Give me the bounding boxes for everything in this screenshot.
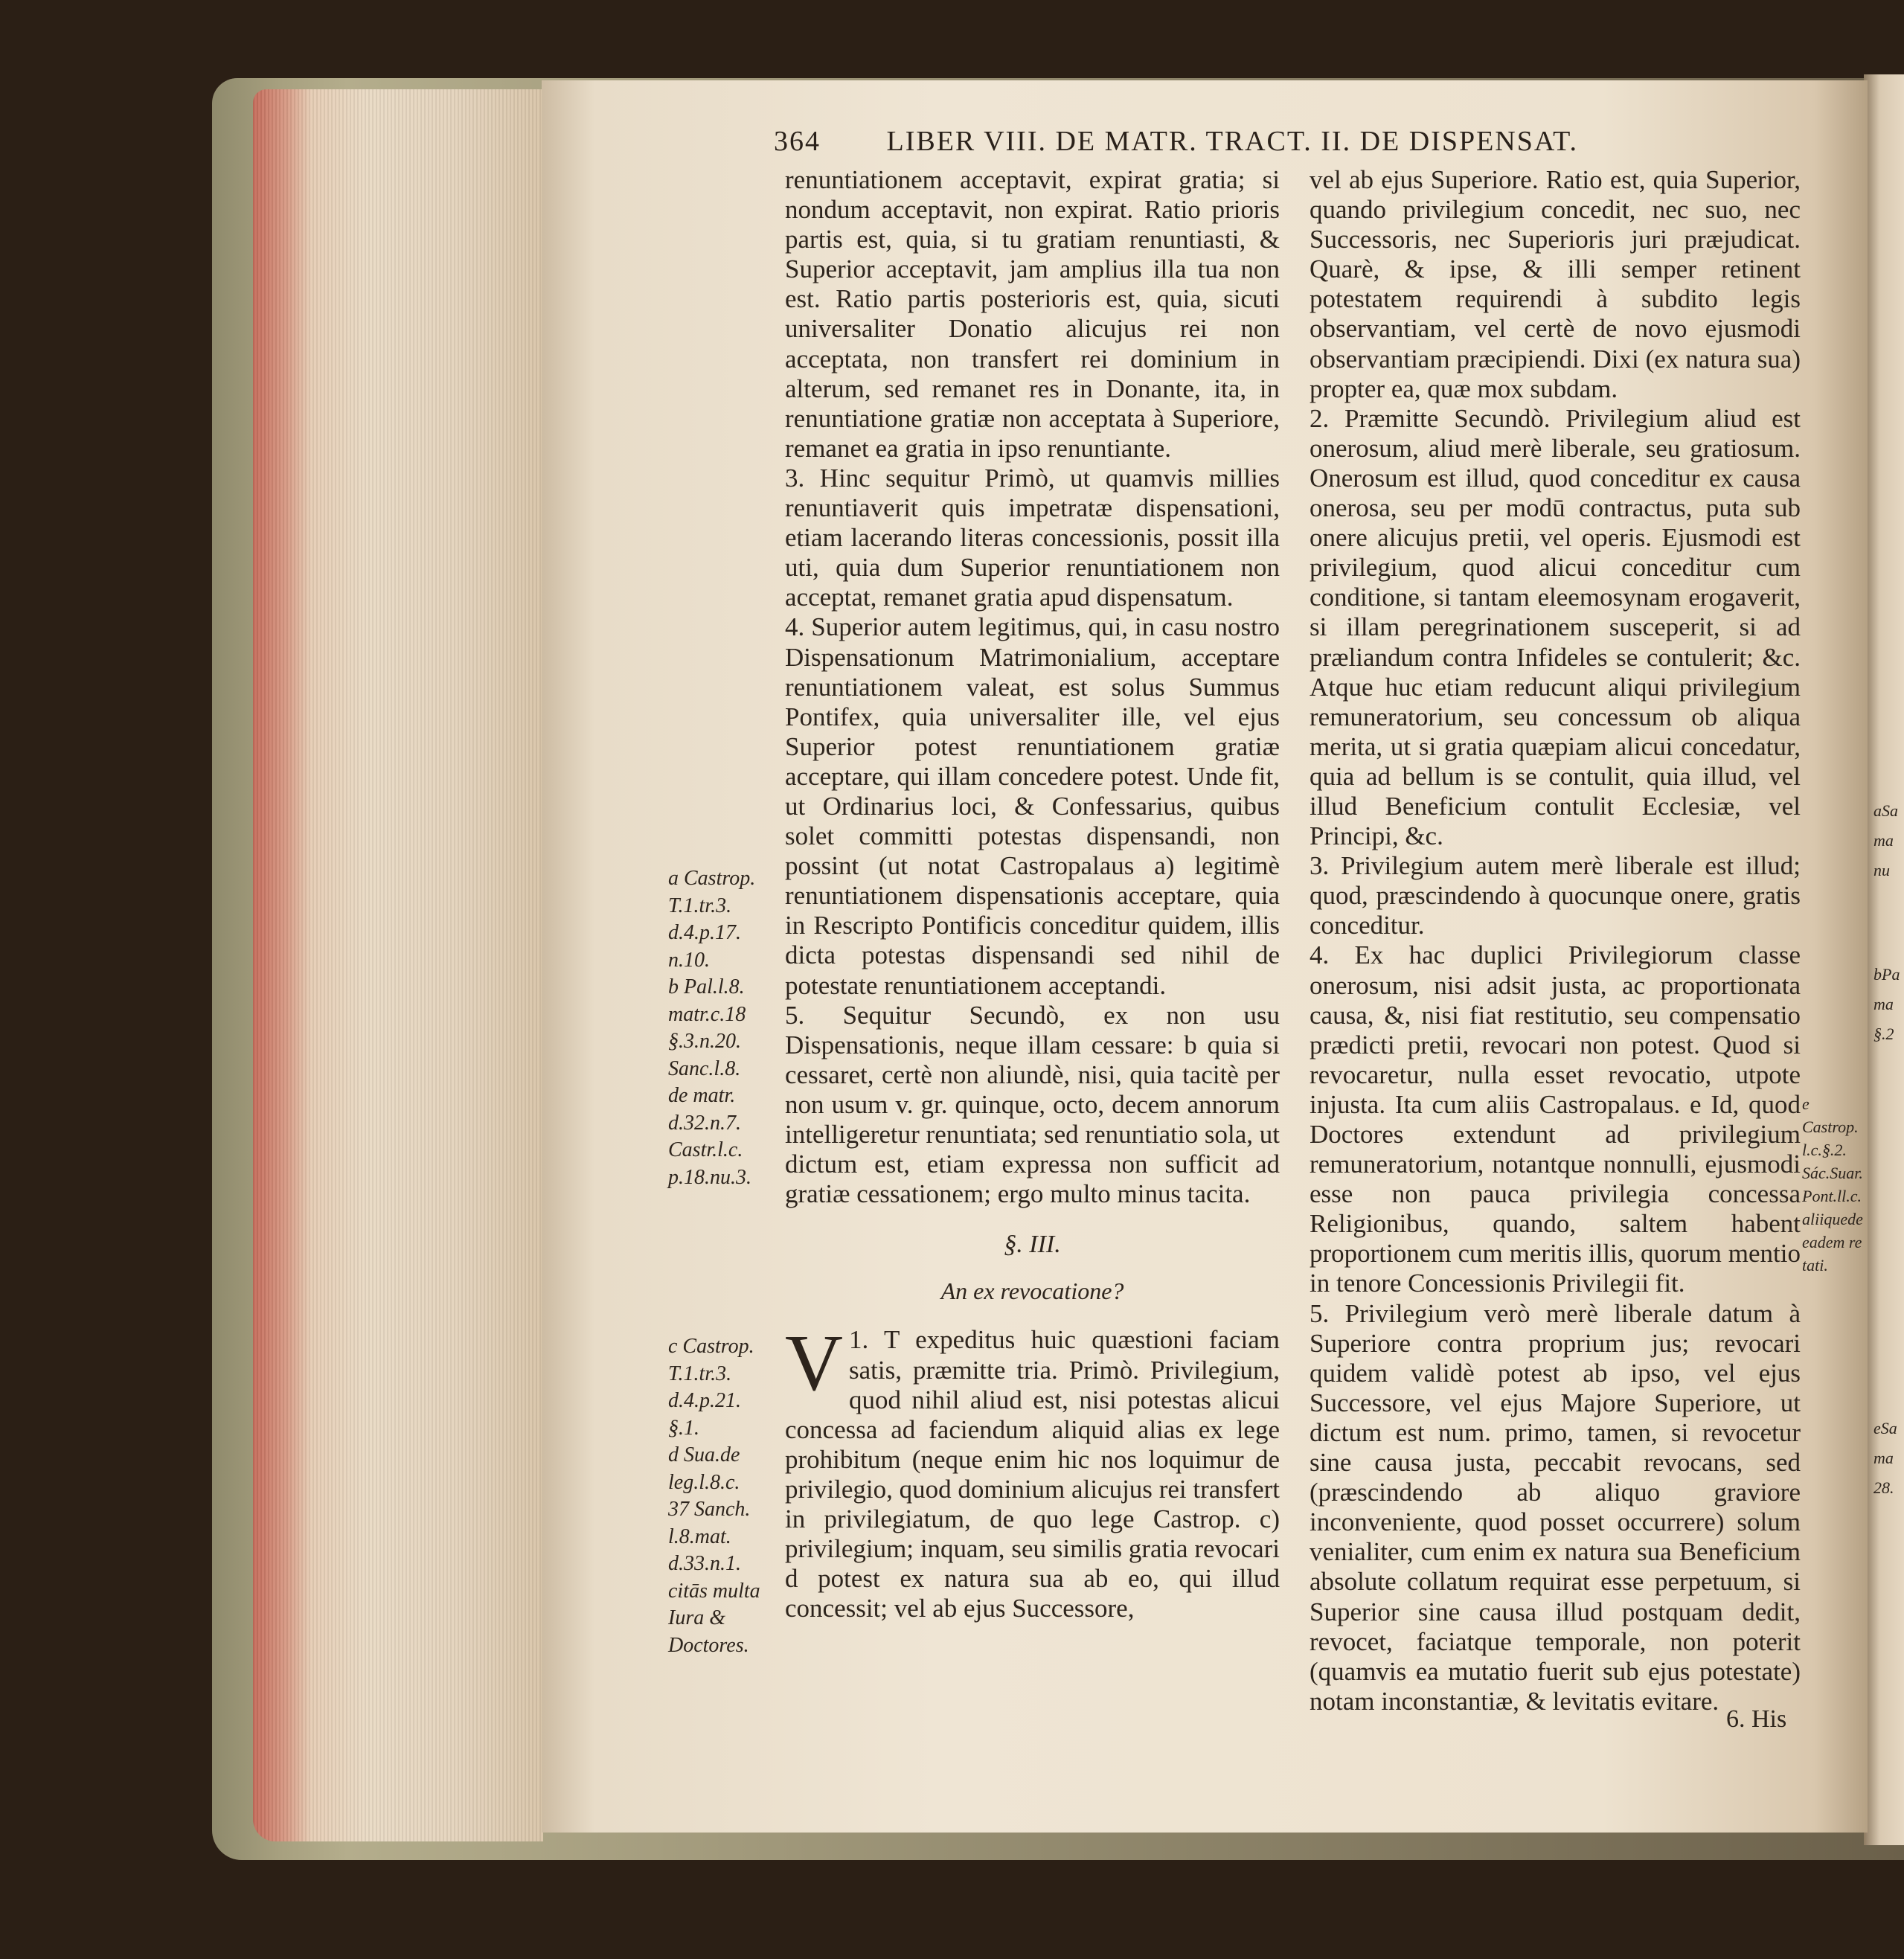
margin-note: eadem re (1802, 1233, 1862, 1251)
margin-note: Castr.l.c. (668, 1138, 743, 1161)
next-page-margin (1873, 960, 1903, 1049)
catchword: 6. His (1726, 1705, 1787, 1733)
paragraph: 4. Superior autem legitimus, qui, in casu nostro Dispensationum Matrimonialium, acceptare renuntiationem valeat, est solus Summus Pontifex, quia universaliter ille, vel ejus Superior potest renuntiationem gratiæ acceptare, qui illam concedere potest. Unde fit, ut Ordinarius loci, & Confessarius, quibus solet committi potestas dispensandi, non possint (ut notat Castropalaus a) legitimè renuntiationem dispensationis acceptare, quia in Rescripto Pontificis conceditur quidem, illis dicta potestas dispensandi sed nihil de potestate renuntiationem acceptandi. (785, 612, 1280, 1000)
paragraph: renuntiationem acceptavit, expirat gratia; si nondum acceptavit, non expirat. Ratio prioris partis est, quia, si tu gratiam renuntiasti, & Superior acceptavit, jam amplius illa tua non est. Ratio partis posterioris est, quia, sicuti universaliter Donatio alicujus rei non acceptata, non transfert rei dominium in alterum, sed remanet res in Donante, ita, in renuntiatione gratiæ non acceptata à Superiore, remanet ea gratia in ipso renuntiante. (785, 165, 1280, 463)
margin-note: n.10. (668, 948, 710, 972)
page-number: 364 (774, 126, 821, 157)
margin-note: d Sua.de (668, 1443, 740, 1466)
margin-notes-a (668, 865, 787, 1191)
paragraph: vel ab ejus Superiore. Ratio est, quia Superior, quando privilegium concedit, nec suo, nec Successoris, nec Superioris juri præjudicat. Quarè, & ipse, & illi semper retinent potestatem requirendi à subdito legis observantiam, vel certè de novo ejusmodi observantiam præcipiendi. Dixi (ex natura sua) propter ea, quæ mox subdam. (1310, 165, 1801, 403)
margin-note: l.8.mat. (668, 1524, 731, 1548)
running-header (774, 125, 1778, 162)
margin-note: d.33.n.1. (668, 1552, 741, 1575)
margin-note: §.1. (668, 1416, 699, 1440)
margin-note: ma (1873, 995, 1894, 1013)
paragraph: 4. Ex hac duplici Privilegiorum classe onerosum, nisi adsit justa, ac proportionata causa, &, nisi fiat restitutio, seu compensatio prædicti pretii, revocari non potest. Quod si revocaretur, nulla esset revocatio, utpote injusta. Ita cum aliis Castropalaus. e Id, quod Doctores extendunt ad privilegium remuneratorium, notantque nonnulli, ejusmodi esse non pauca privilegia concessa Religionibus, quando, saltem habent proportionem cum meritis illis, quorum mentio in tenore Concessionis Privilegii fit. (1310, 940, 1801, 1298)
margin-note: T.1.tr.3. (668, 894, 732, 917)
margin-note: eSa (1873, 1419, 1897, 1437)
margin-note: c Castrop. (668, 1335, 754, 1358)
margin-note: T.1.tr.3. (668, 1362, 732, 1385)
margin-note: Sác.Suar. (1802, 1164, 1863, 1182)
left-text-column (785, 165, 1280, 1623)
paragraph-text: 1. T expeditus huic quæstioni faciam satis, præmitte tria. Primò. Privilegium, quod nihil aliud est, nisi potestas alicui concessa ad faciendum aliquid alias ex lege prohibitum (neque enim hic nos loquimur de privilegio, quod dominium alicujus rei transfert in privilegiatum, de quo lege Castrop. c) privilegium; inquam, seu similis gratia revocari d potest ex natura sua ab eo, qui illud concessit; vel ab ejus Successore, (785, 1325, 1280, 1623)
margin-notes-right (1802, 1092, 1869, 1277)
margin-note: aSa (1873, 801, 1898, 820)
margin-note: §.3.n.20. (668, 1030, 741, 1053)
margin-note: b Pal.l.8. (668, 975, 745, 998)
paragraph: 5. Privilegium verò merè liberale datum à Superiore contra proprium jus; revocari quidem validè potest ab ipso, vel ejus Successore, vel ejus Majore Superiore, ut dictum est num. primo, tamen, si revocetur sine causa justa, peccabit revocans, sed (præscindendo ab aliquo graviore inconveniente, quod posset occurrere) solum venialiter, cum enim ex natura sua Beneficium absolute collatum requirat esse perpetuum, si Superior sine causa illud postquam dedit, revocet, faciatque temporale, non poterit (quamvis ea mutatio fuerit sub ejus potestate) notam inconstantiæ, & levitatis evitare. (1310, 1298, 1801, 1716)
paragraph: 3. Privilegium autem merè liberale est illud; quod, præscindendo à quocunque onere, gratis conceditur. (1310, 851, 1801, 940)
margin-note: d.4.p.17. (668, 921, 741, 944)
margin-note: de matr. (668, 1084, 736, 1107)
paragraph-with-dropcap (785, 1319, 1280, 1623)
section-subtitle: An ex revocatione? (940, 1277, 1124, 1305)
right-text-column (1310, 165, 1801, 1716)
section-heading: §. III. (1004, 1231, 1061, 1259)
margin-note: p.18.nu.3. (668, 1165, 751, 1189)
paragraph: 5. Sequitur Secundò, ex non usu Dispensationis, neque illam cessare: b quia si cessaret, certè non aliundè, nisi, quia tacitè per non usum v. gr. quinque, octo, decem annorum intelligeretur renuntiata; sed renuntiatio sola, ut dictum est, etiam expressa non sufficit ad gratiæ cessationem; ergo multo minus tacita. (785, 1000, 1280, 1209)
margin-note: e Castrop. (1802, 1094, 1859, 1136)
margin-note: tati. (1802, 1256, 1828, 1275)
margin-note: Pont.ll.c. (1802, 1187, 1862, 1205)
running-title: LIBER VIII. DE MATR. TRACT. II. DE DISPENSAT. (886, 126, 1579, 157)
margin-note: nu (1873, 861, 1890, 879)
next-page-margin (1873, 796, 1903, 885)
margin-note: d.32.n.7. (668, 1111, 741, 1135)
margin-note: l.c.§.2. (1802, 1141, 1847, 1159)
margin-note: leg.l.8.c. (668, 1470, 740, 1494)
margin-note: 37 Sanch. (668, 1498, 751, 1521)
margin-notes-c (668, 1333, 787, 1659)
margin-note: 28. (1873, 1478, 1894, 1497)
margin-note: ma (1873, 831, 1894, 850)
margin-note: d.4.p.21. (668, 1389, 741, 1412)
page-edges (253, 89, 543, 1841)
margin-note: Sanc.l.8. (668, 1057, 741, 1080)
margin-note: Doctores. (668, 1633, 749, 1657)
margin-note: ma (1873, 1449, 1894, 1467)
margin-note: citās multa Iura & (668, 1579, 760, 1629)
margin-note: matr.c.18 (668, 1002, 746, 1026)
paragraph: 2. Præmitte Secundò. Privilegium aliud est onerosum, aliud merè liberale, seu gratiosum. Onerosum est illud, quod conceditur ex causa onerosa, seu per modū contractus, puta sub onere alicujus pretii, vel operis. Ejusmodi est privilegium, quod alicui conceditur cum conditione, si tantam eleemosynam erogaverit, si illam peregrinationem susceperit, si ad præliandum contra Infideles se contulerit; &c. Atque huc etiam reducunt aliqui privilegium remuneratorium, seu concessum ob aliqua merita, ut si gratia quæpiam alicui concedatur, quia ad bellum is se contulit, quia illud, vel illud Beneficium contulit Ecclesiæ, vel Principi, &c. (1310, 403, 1801, 851)
margin-note: aliiquede (1802, 1210, 1863, 1228)
margin-note: §.2 (1873, 1025, 1894, 1043)
margin-note: bPa (1873, 965, 1900, 984)
paragraph: 3. Hinc sequitur Primò, ut quamvis millies renuntiaverit quis impetratæ dispensationi, etiam lacerando literas concessionis, possit illa uti, quia dum Superior renuntiationem non acceptat, remanet gratia apud dispensatum. (785, 463, 1280, 612)
margin-note: a Castrop. (668, 867, 756, 890)
drop-cap: V (785, 1319, 843, 1408)
next-page-margin (1873, 1414, 1903, 1503)
